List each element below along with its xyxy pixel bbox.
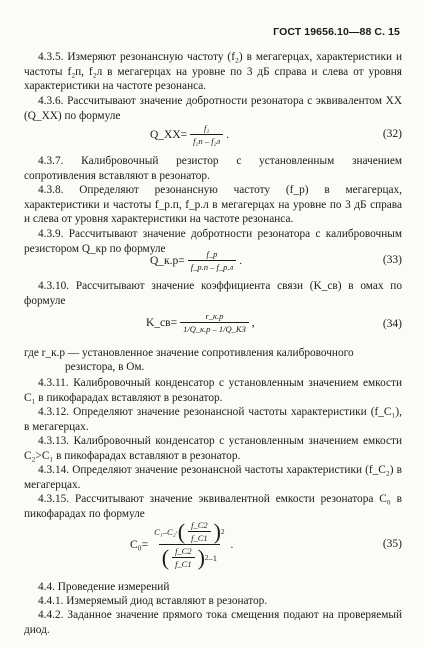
para-4-4-1: 4.4.1. Измеряемый диод вставляют в резонатор. xyxy=(38,595,268,607)
formula-35-den-ratio-bottom: f_C1 xyxy=(172,557,195,569)
formula-35-number: (35) xyxy=(382,538,402,550)
formula-35 xyxy=(130,520,233,569)
formula-34-fraction xyxy=(180,311,249,334)
formula-35-tail: . xyxy=(230,538,234,551)
formula-35-paren-open: ( xyxy=(177,518,186,544)
para-4-3-12: 4.3.12. Определяют значение резонансной частоты характеристики (f_C₁), в мегагерцах. xyxy=(24,406,402,433)
page-header: ГОСТ 19656.10—88 С. 15 xyxy=(273,26,400,38)
para-4-3-8: 4.3.8. Определяют резонансную частоту (f_р) в мегагерцах, характеристики и частоты f_р.п, f_р.л в мегагерцах на уровне по 3 дБ справа и слева от уровня характеристики на частоте резонанса. xyxy=(24,184,402,225)
formula-35-num-ratio-top: f_C2 xyxy=(191,520,208,530)
para-4-4-2: 4.4.2. Заданное значение прямого тока смещения подают на проверяемый диод. xyxy=(24,609,402,636)
formula-35-paren-close: ) xyxy=(213,518,221,544)
formula-34-lhs: K_св= xyxy=(146,316,178,329)
formula-32-numerator: f₂ xyxy=(204,123,210,133)
formula-35-num-ratio xyxy=(188,520,211,543)
formula-35-lhs: C₀= xyxy=(130,538,149,551)
para-4-3-11: 4.3.11. Калибровочный конденсатор с установленным значением емкости C₁ в пикофарадах вставляют в резонатор. xyxy=(24,377,402,404)
para-where-r: где r_к.р — установленное значение сопротивления калибровочного xyxy=(24,347,354,359)
formula-32-denominator: f₂п – f₂л xyxy=(190,134,223,146)
formula-32 xyxy=(150,123,229,146)
formula-35-num-a: C₁–C₂· xyxy=(154,526,178,537)
formula-35-num-exp: 2 xyxy=(220,527,225,536)
formula-34-number: (34) xyxy=(382,318,402,330)
formula-34-tail: , xyxy=(251,316,255,329)
formula-34-denominator: 1/Q_к.р – 1/Q_КЗ xyxy=(180,322,249,334)
para-4-3-6: 4.3.6. Рассчитывают значение добротности резонатора с эквивалентом ХХ (Q_XX) по формуле xyxy=(24,95,402,122)
formula-32-fraction xyxy=(190,123,223,146)
formula-32-tail: . xyxy=(226,128,230,141)
para-4-3-7: 4.3.7. Калибровочный резистор с установленным значением сопротивления вставляют в резонатор. xyxy=(24,155,402,182)
formula-33-fraction xyxy=(188,249,236,272)
formula-35-den-ratio xyxy=(172,546,195,569)
formula-33-number: (33) xyxy=(382,254,402,266)
formula-35-den-tail: –1 xyxy=(208,552,217,563)
para-where-r-cont: резистора, в Ом. xyxy=(65,361,145,373)
formula-35-den-exp: 2 xyxy=(204,553,209,562)
formula-35-numerator xyxy=(151,520,227,544)
formula-35-den-ratio-top: f_C2 xyxy=(175,546,192,556)
formula-32-lhs: Q_XX= xyxy=(150,128,188,141)
formula-35-fraction xyxy=(151,520,227,569)
formula-33-lhs: Q_к.р= xyxy=(150,254,185,267)
para-4-3-15: 4.3.15. Рассчитывают значение эквивалентной емкости резонатора C₀ в пикофарадах по формуле xyxy=(24,493,402,520)
formula-35-num-ratio-bottom: f_C1 xyxy=(188,531,211,543)
para-4-3-14: 4.3.14. Определяют значение резонансной частоты характеристики (f_C₂) в мегагерцах. xyxy=(24,464,402,491)
formula-35-den-paren-open: ( xyxy=(161,544,170,570)
formula-33-denominator: f_р.п – f_р.л xyxy=(188,260,236,272)
formula-35-den-paren-close: ) xyxy=(197,544,205,570)
para-4-3-9: 4.3.9. Рассчитывают значение добротности резонатора с калибровочным резистором Q_кр по формуле xyxy=(24,228,402,255)
formula-33-tail: . xyxy=(239,254,243,267)
formula-33-numerator: f_р xyxy=(206,249,218,259)
section-4-4-heading: 4.4. Проведение измерений xyxy=(38,581,170,593)
formula-32-number: (32) xyxy=(382,128,402,140)
para-4-3-13: 4.3.13. Калибровочный конденсатор с установленным значением емкости C₂>C₁ в пикофарадах вставляют в резонатор. xyxy=(24,435,402,462)
formula-34-numerator: r_к.р xyxy=(205,311,224,321)
para-4-3-10: 4.3.10. Рассчитывают значение коэффициента связи (K_св) в омах по формуле xyxy=(24,280,402,307)
para-4-3-5: 4.3.5. Измеряют резонансную частоту (f₂) в мегагерцах, характеристики и частоты f₂п, f₂л в мегагерцах на уровне по 3 дБ справа и слева от уровня характеристики на частоте резонанса. xyxy=(24,51,402,92)
formula-35-denominator xyxy=(159,544,220,569)
formula-34 xyxy=(146,311,255,334)
formula-33 xyxy=(150,249,242,272)
